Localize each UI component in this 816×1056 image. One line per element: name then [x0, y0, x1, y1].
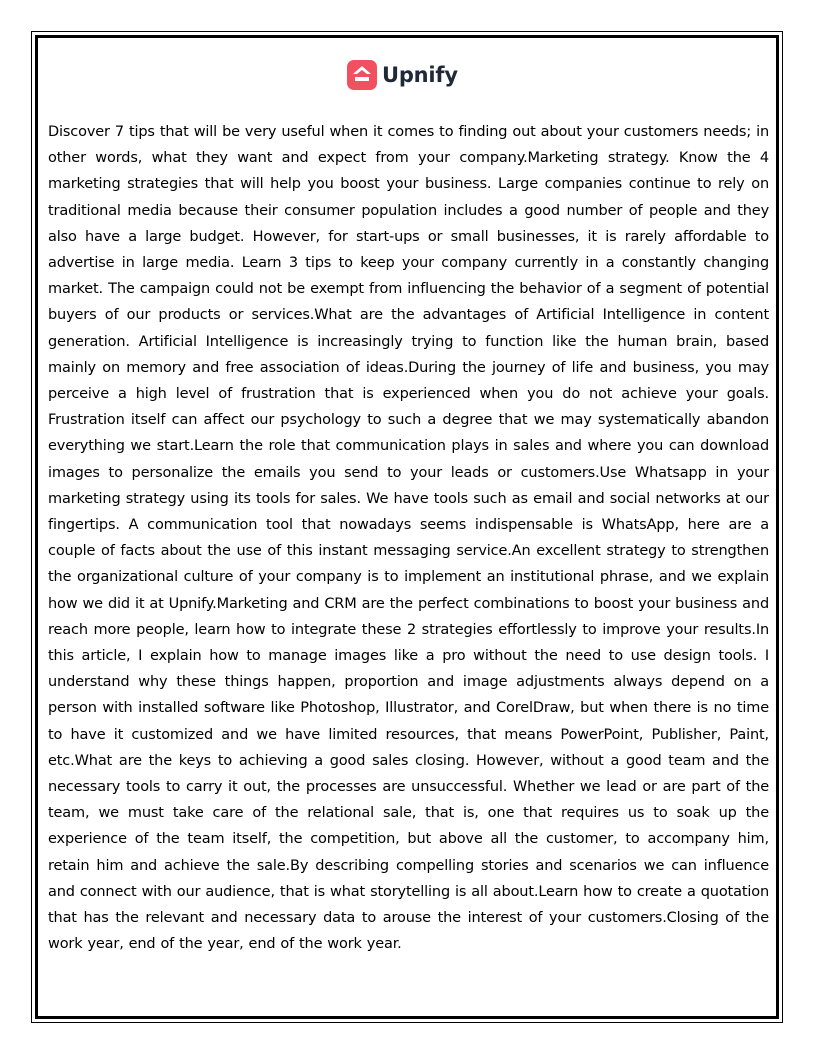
- brand-logo: [347, 58, 458, 92]
- document-body: Discover 7 tips that will be very useful when it comes to finding out about your customers needs; in other words, what they want and expect from your company.Marketing strategy. Know the 4 marketing strategies that will help you boost your business. Large companies continue to rely on traditional media because their consumer population includes a good number of people and they also have a large budget. However, for start-ups or small businesses, it is rarely affordable to advertise in large media. Learn 3 tips to keep your company currently in a constantly changing market. The campaign could not be exempt from influencing the behavior of a segment of potential buyers of our products or services.What are the advantages of Artificial Intelligence in content generation. Artificial Intelligence is increasingly trying to function like the human brain, based mainly on memory and free association of ideas.During the journey of life and business, you may perceive a high level of frustration that is experienced when you do not achieve your goals. Frustration itself can affect our psychology to such a degree that we may systematically abandon everything we start.Learn the role that communication plays in sales and where you can download images to personalize the emails you send to your leads or customers.Use Whatsapp in your marketing strategy using its tools for sales. We have tools such as email and social networks at our fingertips. A communication tool that nowadays seems indispensable is WhatsApp, here are a couple of facts about the use of this instant messaging service.An excellent strategy to strengthen the organizational culture of your company is to implement an institutional phrase, and we explain how we did it at Upnify.Marketing and CRM are the perfect combinations to boost your business and reach more people, learn how to integrate these 2 strategies effortlessly to improve your results.In this article, I explain how to manage images like a pro without the need to use design tools. I understand why these things happen, proportion and image adjustments always depend on a person with installed software like Photoshop, Illustrator, and CorelDraw, but when there is no time to have it customized and we have limited resources, that means PowerPoint, Publisher, Paint, etc.What are the keys to achieving a good sales closing. However, without a good team and the necessary tools to carry it out, the processes are unsuccessful. Whether we lead or are part of the team, we must take care of the relational sale, that is, one that requires us to soak up the experience of the team itself, the competition, but above all the customer, to accompany him, retain him and achieve the sale.By describing compelling stories and scenarios we can influence and connect with our audience, that is what storytelling is all about.Learn how to create a quotation that has the relevant and necessary data to arouse the interest of your customers.Closing of the work year, end of the year, end of the work year.: [48, 124, 769, 953]
- brand-name: Upnify: [382, 63, 458, 87]
- upnify-logo-icon: [347, 60, 377, 90]
